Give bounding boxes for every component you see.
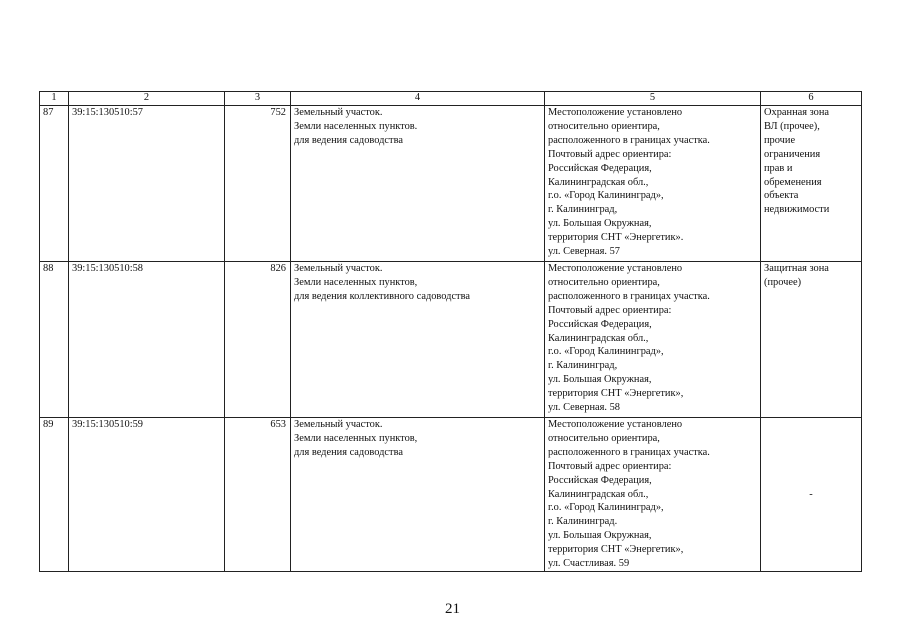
parcel-description-line: Земли населенных пунктов, xyxy=(294,432,418,444)
parcel-description xyxy=(291,106,545,262)
page-number: 21 xyxy=(445,601,460,617)
restrictions-text-line: объекта xyxy=(764,190,799,202)
area-value: 826 xyxy=(225,262,291,418)
restrictions-text xyxy=(761,106,862,262)
column-number: 5 xyxy=(545,92,761,106)
restrictions-text-line: прав и xyxy=(764,162,793,174)
cadastral-number: 39:15:130510:57 xyxy=(69,106,225,262)
column-number: 2 xyxy=(69,92,225,106)
parcel-description-line: для ведения коллективного садоводства xyxy=(294,290,470,302)
restrictions-text-line: прочие xyxy=(764,134,796,146)
location-text-line: Калининградская обл., xyxy=(548,488,649,500)
parcel-description-line: Земельный участок. xyxy=(294,107,383,118)
location-text-line: ул. Большая Окружная, xyxy=(548,218,652,230)
location-text-line: расположенного в границах участка. xyxy=(548,446,710,458)
parcel-description xyxy=(291,418,545,572)
location-text-line: Почтовый адрес ориентира: xyxy=(548,304,672,316)
parcel-description-line: Земельный участок. xyxy=(294,263,383,274)
location-text-line: относительно ориентира, xyxy=(548,120,660,132)
parcel-description-line: для ведения садоводства xyxy=(294,446,403,458)
parcel-description-line: для ведения садоводства xyxy=(294,134,403,146)
location-text-line: Калининградская обл., xyxy=(548,332,649,344)
location-text xyxy=(545,106,761,262)
restrictions-text-line: ВЛ (прочее), xyxy=(764,120,820,132)
column-number: 1 xyxy=(40,92,69,106)
cadastral-number: 39:15:130510:58 xyxy=(69,262,225,418)
restrictions-text-line: - xyxy=(809,488,813,500)
table-row xyxy=(40,106,862,262)
row-number: 87 xyxy=(40,106,69,262)
location-text-line: Калининградская обл., xyxy=(548,176,649,188)
area-value: 752 xyxy=(225,106,291,262)
cadastral-number: 39:15:130510:59 xyxy=(69,418,225,572)
column-number-row xyxy=(40,92,862,106)
restrictions-text-line: обременения xyxy=(764,176,822,188)
location-text-line: Российская Федерация, xyxy=(548,474,652,486)
location-text-line: Почтовый адрес ориентира: xyxy=(548,148,672,160)
restrictions-text-line: недвижимости xyxy=(764,204,830,216)
location-text-line: территория СНТ «Энергетик», xyxy=(548,388,684,400)
restrictions-text-line: ограничения xyxy=(764,148,821,160)
location-text-line: г. Калининград, xyxy=(548,204,618,216)
location-text-line: относительно ориентира, xyxy=(548,276,660,288)
restrictions-text xyxy=(761,418,862,572)
location-text-line: г. Калининград, xyxy=(548,360,618,372)
restrictions-text xyxy=(761,262,862,418)
location-text-line: ул. Большая Окружная, xyxy=(548,530,652,542)
location-text-line: г.о. «Город Калининград», xyxy=(548,502,664,514)
restrictions-text-line: Защитная зона xyxy=(764,263,829,274)
location-text-line: Российская Федерация, xyxy=(548,318,652,330)
location-text-line: г. Калининград. xyxy=(548,516,618,528)
restrictions-text-line: Охранная зона xyxy=(764,107,830,118)
location-text-line: Местоположение установлено xyxy=(548,107,683,118)
location-text-line: Почтовый адрес ориентира: xyxy=(548,460,672,472)
location-text-line: ул. Счастливая. 59 xyxy=(548,558,630,570)
location-text-line: относительно ориентира, xyxy=(548,432,660,444)
parcel-description-line: Земли населенных пунктов. xyxy=(294,120,418,132)
row-number: 89 xyxy=(40,418,69,572)
table-row xyxy=(40,262,862,418)
parcel-description-line: Земли населенных пунктов, xyxy=(294,276,418,288)
parcels-table xyxy=(39,91,862,572)
column-number: 6 xyxy=(761,92,862,106)
area-value: 653 xyxy=(225,418,291,572)
restrictions-text-line: (прочее) xyxy=(764,276,802,288)
location-text xyxy=(545,418,761,572)
parcel-description-line: Земельный участок. xyxy=(294,419,383,430)
location-text-line: г.о. «Город Калининград», xyxy=(548,190,664,202)
location-text-line: Местоположение установлено xyxy=(548,263,683,274)
column-number: 3 xyxy=(225,92,291,106)
location-text-line: ул. Северная. 58 xyxy=(548,402,620,414)
location-text-line: Российская Федерация, xyxy=(548,162,652,174)
column-number: 4 xyxy=(291,92,545,106)
location-text-line: Местоположение установлено xyxy=(548,419,683,430)
row-number: 88 xyxy=(40,262,69,418)
location-text-line: г.о. «Город Калининград», xyxy=(548,346,664,358)
location-text-line: территория СНТ «Энергетик», xyxy=(548,544,684,556)
location-text-line: территория СНТ «Энергетик». xyxy=(548,232,684,244)
location-text xyxy=(545,262,761,418)
table-row xyxy=(40,418,862,572)
parcel-description xyxy=(291,262,545,418)
location-text-line: расположенного в границах участка. xyxy=(548,134,710,146)
location-text-line: ул. Северная. 57 xyxy=(548,246,620,258)
location-text-line: расположенного в границах участка. xyxy=(548,290,710,302)
location-text-line: ул. Большая Окружная, xyxy=(548,374,652,386)
